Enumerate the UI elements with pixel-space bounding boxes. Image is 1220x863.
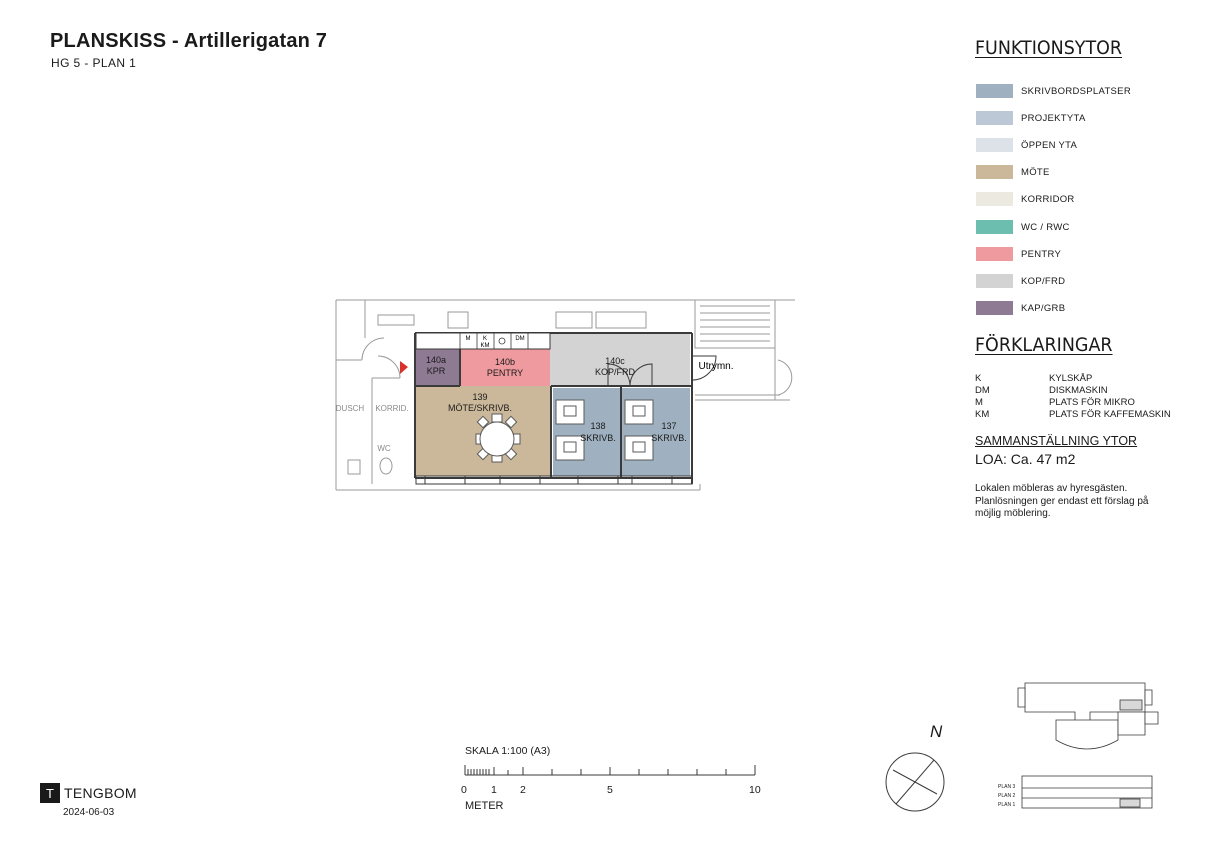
scale-unit: METER xyxy=(465,800,504,812)
explanation-value: KYLSKÅP xyxy=(1049,373,1093,384)
room-name: KORRID. xyxy=(375,404,409,413)
appliance-label: KM xyxy=(480,343,490,349)
legend-label: ÖPPEN YTA xyxy=(1021,139,1078,151)
brand-name: TENGBOM xyxy=(64,785,137,801)
key-plan-level: PLAN 1 xyxy=(998,802,1016,808)
scale-paper: (A3) xyxy=(530,745,551,757)
room-name: SKRIVB. xyxy=(580,433,616,443)
page-title: PLANSKISS - Artillerigatan 7 xyxy=(50,30,328,52)
explanation-key: KM xyxy=(975,409,990,420)
room-name: KOP/FRD xyxy=(594,367,636,377)
compass xyxy=(886,753,944,811)
page-subtitle: HG 5 - PLAN 1 xyxy=(51,56,137,70)
legend-label: SKRIVBORDSPLATSER xyxy=(1021,85,1131,97)
key-plan xyxy=(1018,683,1158,808)
scale-tick: 0 xyxy=(461,784,467,796)
room-number: 140c xyxy=(605,356,625,366)
legend-label: MÖTE xyxy=(1021,166,1050,178)
room-name: WC xyxy=(377,444,391,453)
explanation-key: DM xyxy=(975,385,990,396)
key-plan-level: PLAN 3 xyxy=(998,784,1016,790)
room-number: 140a xyxy=(425,355,447,365)
meeting-table xyxy=(476,414,520,462)
scale-ratio: SKALA 1:100 xyxy=(465,745,528,757)
legend-label: KOP/FRD xyxy=(1021,275,1066,287)
room-name: Utrymn. xyxy=(698,361,734,372)
appliance-label: K xyxy=(482,336,488,342)
scale-tick: 1 xyxy=(491,784,497,796)
room-name: KPR xyxy=(426,366,446,376)
room-number: 137 xyxy=(661,421,677,431)
explanation-value: PLATS FÖR KAFFEMASKIN xyxy=(1049,409,1171,420)
explanation-value: PLATS FÖR MIKRO xyxy=(1049,397,1135,408)
room-name: PENTRY xyxy=(486,368,524,378)
room-name: MÖTE/SKRIVB. xyxy=(447,403,513,413)
key-plan-level: PLAN 2 xyxy=(998,793,1016,799)
summary-note: Lokalen möbleras av hyresgästen. Planlösningen ger endast ett förslag på möjlig möblering. xyxy=(975,483,1149,519)
appliance-label: M xyxy=(465,336,471,342)
legend-heading: FUNKTIONSYTOR xyxy=(975,37,1123,59)
scale-bar xyxy=(465,765,755,775)
tengbom-logo-icon: T xyxy=(40,783,60,803)
scale-tick: 10 xyxy=(749,784,761,796)
legend-label: WC / RWC xyxy=(1021,221,1070,233)
scale-label xyxy=(465,745,550,757)
room-name: DUSCH xyxy=(335,404,365,413)
room-name: SKRIVB. xyxy=(651,433,687,443)
summary-heading: SAMMANSTÄLLNING YTOR xyxy=(975,434,1138,448)
legend-label: PROJEKTYTA xyxy=(1021,112,1086,124)
legend-label: PENTRY xyxy=(1021,248,1062,260)
explanation-value: DISKMASKIN xyxy=(1049,385,1108,396)
scale-tick: 5 xyxy=(607,784,613,796)
room-number: 140b xyxy=(494,357,516,367)
room-number: 139 xyxy=(472,392,488,402)
document-date: 2024-06-03 xyxy=(63,807,115,818)
explanations-heading: FÖRKLARINGAR xyxy=(975,334,1113,356)
brand-logo xyxy=(40,783,137,803)
north-label: N xyxy=(930,722,943,741)
loa-value: LOA: Ca. 47 m2 xyxy=(975,451,1076,467)
legend-label: KAP/GRB xyxy=(1021,302,1066,314)
scale-tick: 2 xyxy=(520,784,526,796)
entrance-arrow-icon xyxy=(400,361,408,374)
legend-label: KORRIDOR xyxy=(1021,193,1075,205)
explanation-key: M xyxy=(975,397,983,408)
explanation-key: K xyxy=(975,373,982,384)
room-number: 138 xyxy=(590,421,606,431)
appliance-label: DM xyxy=(515,336,525,342)
